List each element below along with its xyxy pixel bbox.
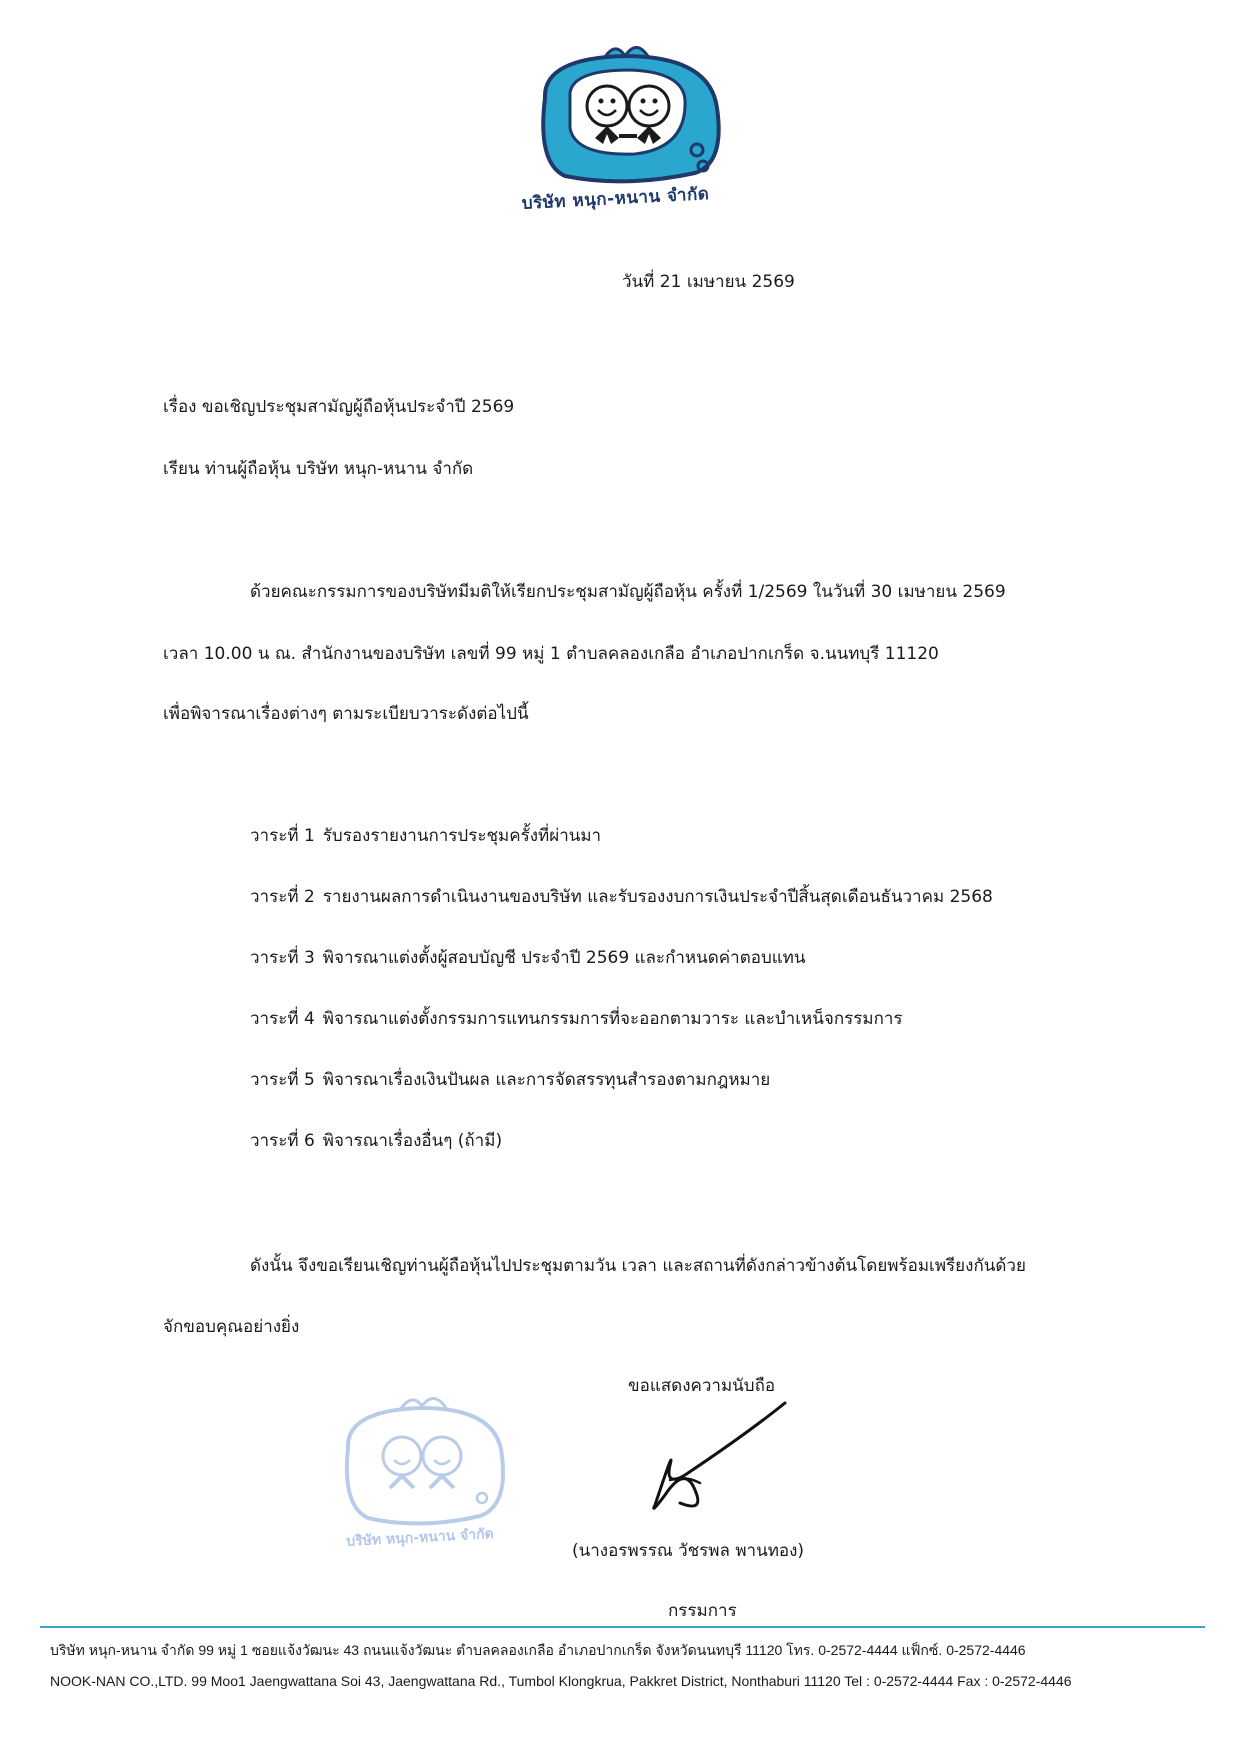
agenda-item xyxy=(250,822,993,883)
closing-salutation: ขอแสดงความนับถือ xyxy=(628,1376,776,1396)
agenda-text: พิจารณาเรื่องอื่นๆ (ถ้ามี) xyxy=(322,1131,503,1151)
footer-divider xyxy=(40,1626,1205,1628)
agenda-item xyxy=(250,1005,993,1066)
agenda-item xyxy=(250,944,993,1005)
letter-recipient: เรียน ท่านผู้ถือหุ้น บริษัท หนุก-หนาน จำกัด xyxy=(163,459,474,479)
agenda-number: วาระที่ 1 xyxy=(250,826,315,846)
paragraph-line: เวลา 10.00 น ณ. สำนักงานของบริษัท เลขที่ 99 หมู่ 1 ตำบลคลองเกลือ อำเภอปากเกร็ด จ.นนทบุรี 11120 xyxy=(163,644,939,664)
agenda-item xyxy=(250,1127,993,1188)
agenda-text: รับรองรายงานการประชุมครั้งที่ผ่านมา xyxy=(322,826,602,846)
agenda-list xyxy=(250,822,993,1188)
footer-address-thai: บริษัท หนุก-หนาน จำกัด 99 หมู่ 1 ซอยแจ้งวัฒนะ 43 ถนนแจ้งวัฒนะ ตำบลคลองเกลือ อำเภอปากเกร็ด จังหวัดนนทบุรี 11120 โทร. 0-2572-4444 แฟ็กซ์. 0-2572-4446 xyxy=(50,1642,1026,1658)
agenda-number: วาระที่ 4 xyxy=(250,1009,315,1029)
agenda-item xyxy=(250,883,993,944)
agenda-text: รายงานผลการดำเนินงานของบริษัท และรับรองงบการเงินประจำปีสิ้นสุดเดือนธันวาคม 2568 xyxy=(322,887,993,907)
agenda-text: พิจารณาเรื่องเงินปันผล และการจัดสรรทุนสำรองตามกฎหมาย xyxy=(322,1070,771,1090)
paragraph-line: ด้วยคณะกรรมการของบริษัทมีมติให้เรียกประชุมสามัญผู้ถือหุ้น ครั้งที่ 1/2569 ในวันที่ 30 เมษายน 2569 xyxy=(250,582,1006,602)
agenda-number: วาระที่ 2 xyxy=(250,887,315,907)
letter-subject: เรื่อง ขอเชิญประชุมสามัญผู้ถือหุ้นประจำปี 2569 xyxy=(163,397,515,417)
company-stamp-icon xyxy=(330,1388,510,1543)
stamp-company-name: บริษัท หนุก-หนาน จำกัด xyxy=(345,1526,495,1550)
letter-date: วันที่ 21 เมษายน 2569 xyxy=(622,272,795,292)
company-logo-icon xyxy=(525,38,730,188)
agenda-number: วาระที่ 5 xyxy=(250,1070,315,1090)
agenda-item xyxy=(250,1066,993,1127)
agenda-number: วาระที่ 6 xyxy=(250,1131,315,1151)
paragraph-line: จักขอบคุณอย่างยิ่ง xyxy=(163,1317,300,1337)
signer-name: (นางอรพรรณ วัชรพล พานทอง) xyxy=(572,1541,805,1561)
signature-icon xyxy=(625,1395,815,1520)
logo-company-name: บริษัท หนุก-หนาน จำกัด xyxy=(521,184,710,214)
agenda-text: พิจารณาแต่งตั้งกรรมการแทนกรรมการที่จะออกตามวาระ และบำเหน็จกรรมการ xyxy=(322,1009,903,1029)
footer-address-english: NOOK-NAN CO.,LTD. 99 Moo1 Jaengwattana Soi 43, Jaengwattana Rd., Tumbol Klongkrua, Pakkret District, Nonthaburi 11120 Tel : 0-2572-4444 Fax : 0-2572-4446 xyxy=(50,1673,1072,1689)
agenda-text: พิจารณาแต่งตั้งผู้สอบบัญชี ประจำปี 2569 และกำหนดค่าตอบแทน xyxy=(322,948,806,968)
paragraph-line: เพื่อพิจารณาเรื่องต่างๆ ตามระเบียบวาระดังต่อไปนี้ xyxy=(163,704,529,724)
signer-position: กรรมการ xyxy=(668,1601,737,1621)
agenda-number: วาระที่ 3 xyxy=(250,948,315,968)
paragraph-line: ดังนั้น จึงขอเรียนเชิญท่านผู้ถือหุ้นไปประชุมตามวัน เวลา และสถานที่ดังกล่าวข้างต้นโดยพร้อมเพรียงกันด้วย xyxy=(250,1256,1026,1276)
